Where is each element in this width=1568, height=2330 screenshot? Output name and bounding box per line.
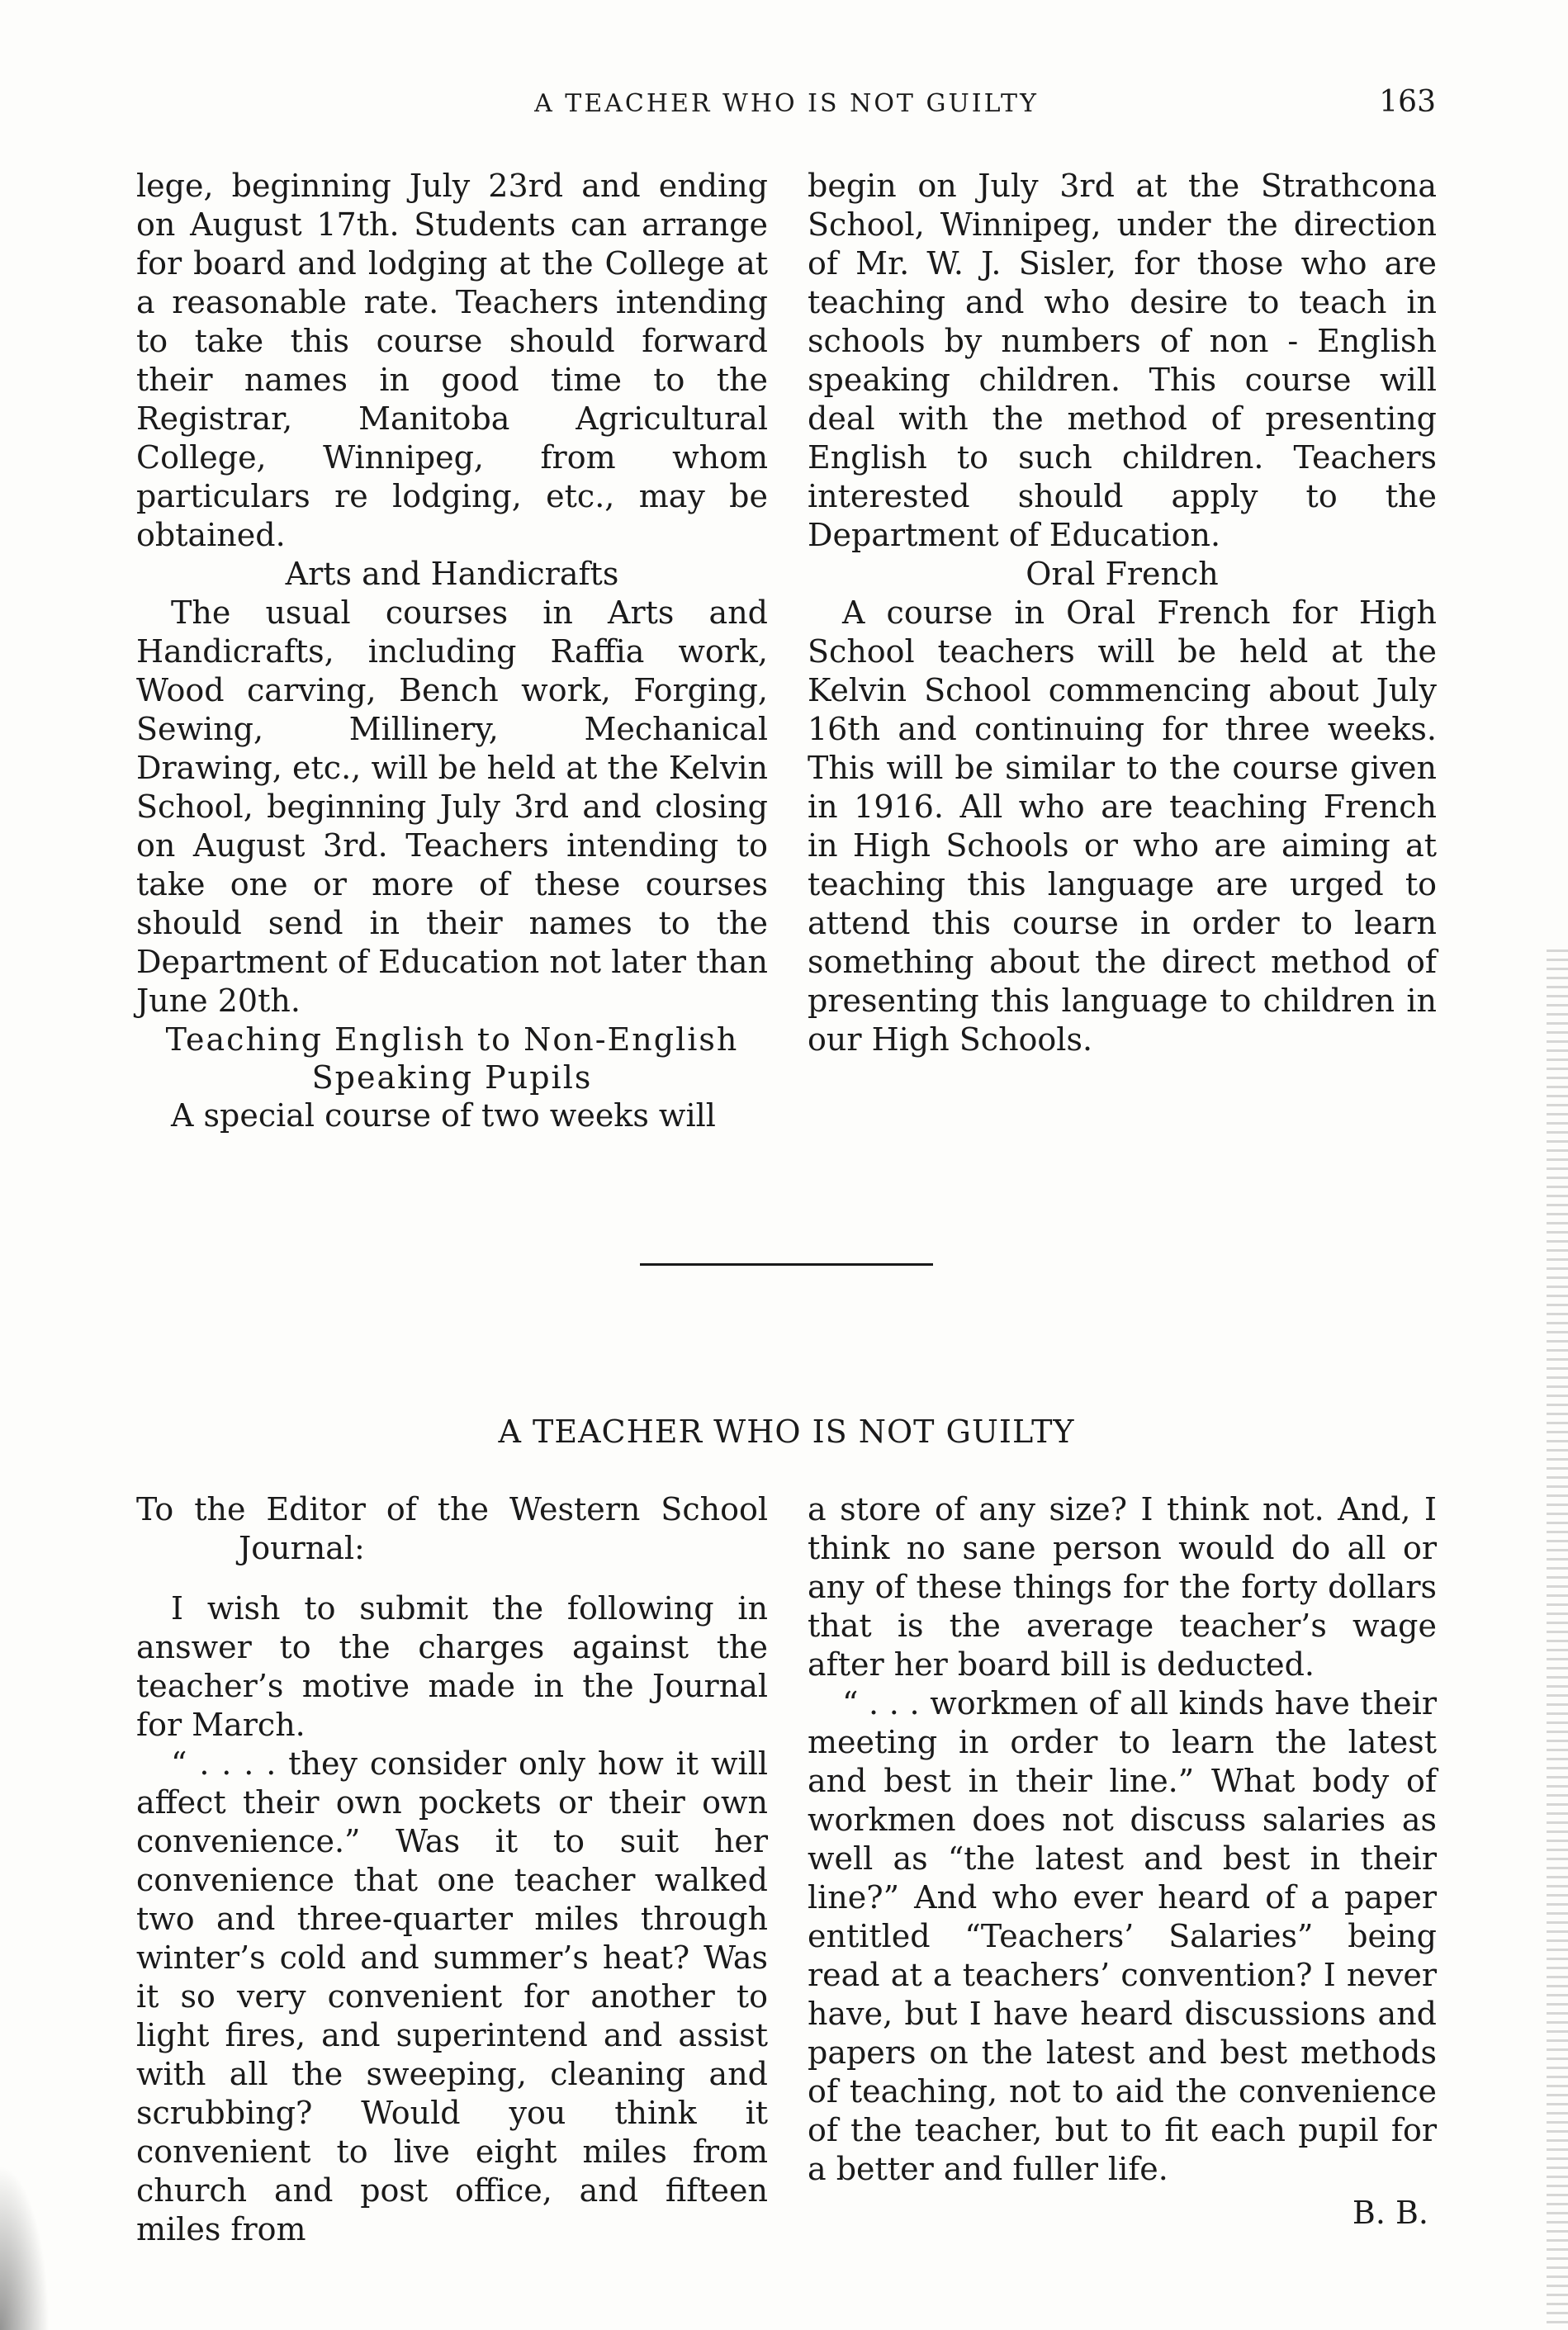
article-left-column [136,1490,768,2249]
article-paragraph-2-continued: a store of any size? I think not. And, I think no sane person would do all or any of these things for the forty dollars that is the average teacher’s wage after her board bill is deducted. [808,1491,1437,1683]
article-paragraph-2: “ . . . . they consider only how it will affect their own pockets or their own convenience.” Was it to suit her convenience that one teacher walked two and three-quarter miles through winter’s cold and summer’s heat? Was it so very convenient for another to light fires, and superintend and assist with all the sweeping, cleaning and scrubbing? Would you think it convenient to live eight miles from church and post office, and fifteen miles from [136,1745,768,2247]
signature: B. B. [1352,2195,1428,2231]
heading-arts-handicrafts: Arts and Handicrafts [285,556,619,592]
heading-oral-french: Oral French [1026,556,1219,592]
scan-corner-shadow [0,2165,50,2330]
top-right-column [808,167,1437,1059]
paragraph-english-start: A special course of two weeks will [171,1097,716,1134]
paragraph-english-continued: begin on July 3rd at the Strathcona School, Winnipeg, under the direction of Mr. W. J. Sisler, for those who are teaching and who desire to teach in schools by numbers of non - English speaking children. This course will deal with the method of presenting English to such children. Teachers interested should apply to the Department of Education. [808,168,1437,553]
page-number: 163 [1379,85,1436,119]
paragraph-arts: The usual courses in Arts and Handicrafts, including Raffia work, Wood carving, Bench work, Forging, Sewing, Millinery, Mechanical Drawing, etc., will be held at the Kelvin School, beginning July 3rd and closing on August 3rd. Teachers intending to take one or more of these courses should send in their names to the Department of Education not later than June 20th. [136,594,768,1019]
article-paragraph-3: “ . . . workmen of all kinds have their meeting in order to learn the latest and best in their line.” What body of workmen does not discuss salaries as well as “the latest and best in their line?” And who ever heard of a paper entitled “Teachers’ Salaries” being read at a teachers’ convention? I never have, but I have heard discussions and papers on the latest and best methods of teaching, not to aid the convenience of the teacher, but to fit each pupil for a better and fuller life. [808,1685,1437,2187]
running-title: A TEACHER WHO IS NOT GUILTY [534,89,1039,118]
section-divider [640,1263,933,1266]
continued-paragraph: lege, beginning July 23rd and ending on August 17th. Students can arrange for board and lodging at the College at a reasonable rate. Teachers intending to take this course should forward their names in good time to the Registrar, Manitoba Agricultural College, Winnipeg, from whom particulars re lodging, etc., may be obtained. [136,168,768,553]
heading-teaching-english: Teaching English to Non-English Speaking Pupils [165,1021,739,1096]
article-title: A TEACHER WHO IS NOT GUILTY [498,1414,1075,1450]
top-left-column [136,167,768,1135]
salutation: To the Editor of the Western School Journal: [136,1491,768,1566]
scan-edge-noise [1547,950,1568,2330]
article-paragraph-1: I wish to submit the following in answer to the charges against the teacher’s motive made in the Journal for March. [136,1590,768,1743]
paragraph-french: A course in Oral French for High School teachers will be held at the Kelvin School commencing about July 16th and continuing for three weeks. This will be similar to the course given in 1916. All who are teaching French in High Schools or who are aiming at teaching this language are urged to attend this course in order to learn something about the direct method of presenting this language to children in our High Schools. [808,594,1437,1058]
article-right-column [808,1490,1437,2233]
